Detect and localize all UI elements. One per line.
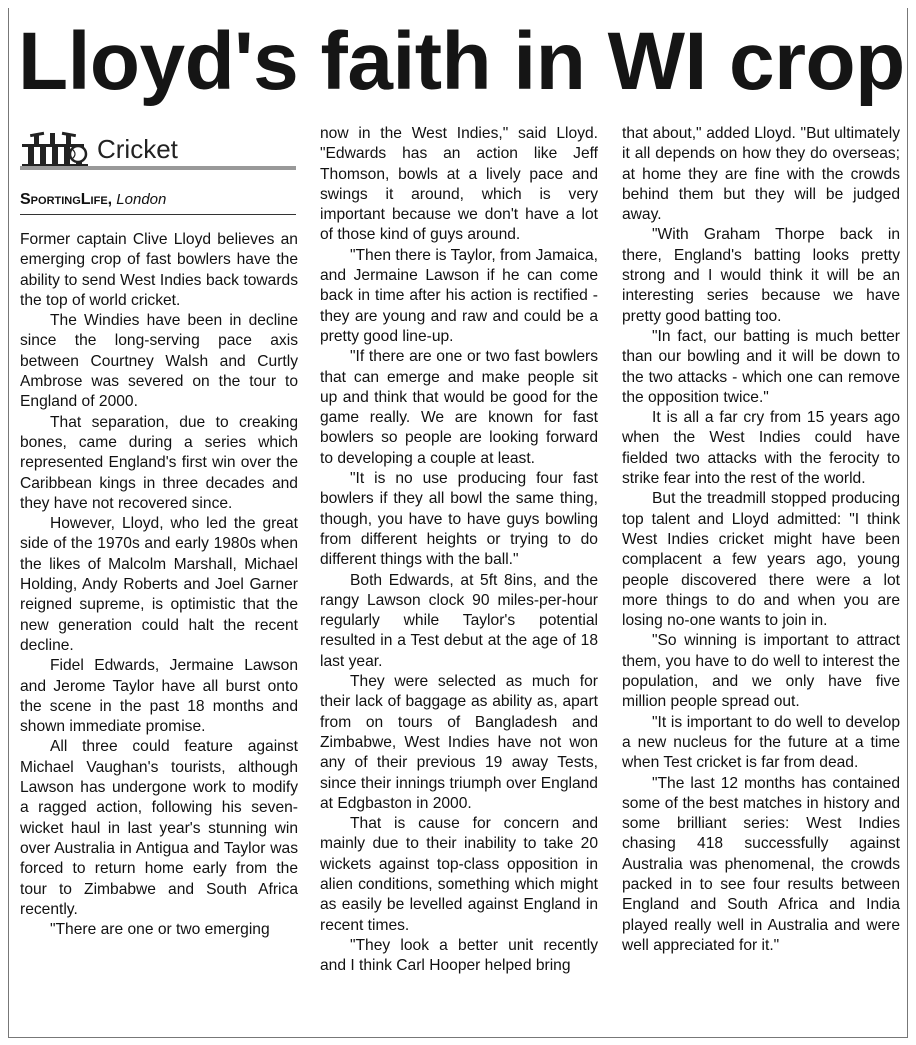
paragraph: that about," added Lloyd. "But ultimately it all depends on how they do overseas; at home they are fine with the crowds behind them but they will be judged away.: [622, 125, 900, 224]
paragraph: "In fact, our batting is much better than our bowling and it will be down to the two attacks - which one can remove the opposition twice.": [622, 327, 900, 406]
paragraph: "Then there is Taylor, from Jamaica, and Jermaine Lawson if he can come back in time after his action is rectified - they are young and raw and could be a pretty good line-up.: [320, 246, 598, 345]
page-border-bottom: [8, 1037, 908, 1038]
paragraph: However, Lloyd, who led the great side of the 1970s and early 1980s when the likes of Malcolm Marshall, Michael Holding, Andy Roberts and Joel Garner reigned supreme, is optimistic that the new generation could halt the recent decline.: [20, 515, 298, 654]
paragraph: Both Edwards, at 5ft 8ins, and the rangy Lawson clock 90 miles-per-hour regularly while Taylor's potential resulted in a Test debut at the age of 18 last year.: [320, 571, 598, 670]
article-column-1: [20, 230, 298, 940]
headline: Lloyd's faith in WI crop: [18, 16, 905, 107]
page-border-right: [907, 8, 908, 1038]
paragraph: But the treadmill stopped producing top talent and Lloyd admitted: "I think West Indies cricket might have been complacent a few years ago, young people discovered there were a lot more things to do and when you are losing no-one wants to join in.: [622, 490, 900, 630]
paragraph: "With Graham Thorpe back in there, England's batting looks pretty strong and I would think it will be an interesting series because we have pretty good batting too.: [622, 226, 900, 325]
cricket-stumps-icon: [20, 130, 94, 168]
section-rule: [20, 166, 296, 170]
page-border-left: [8, 8, 9, 1038]
paragraph: Former captain Clive Lloyd believes an emerging crop of fast bowlers have the ability to send West Indies back towards the top of world cricket.: [20, 231, 298, 309]
paragraph: They were selected as much for their lack of baggage as ability as, apart from on tours of Bangladesh and Zimbabwe, West Indies have not won any of their previous 19 away Tests, since their innings triumph over England at Edgbaston in 2000.: [320, 673, 598, 812]
paragraph: That separation, due to creaking bones, came during a series which represented England's first win over the Caribbean kings in three decades and they have not recovered since.: [20, 413, 298, 512]
paragraph: All three could feature against Michael Vaughan's tourists, although Lawson has undergone work to modify a ragged action, following his seven-wicket haul in last year's stunning win over Australia in Antigua and Taylor was forced to return home early from the tour to Zimbabwe and South Africa recently.: [20, 738, 298, 918]
paragraph: "There are one or two emerging: [50, 921, 270, 939]
section-header: [20, 126, 298, 170]
article-column-3: [622, 124, 900, 956]
paragraph: now in the West Indies," said Lloyd. "Edwards has an action like Jeff Thomson, bowls at a lively pace and swings it around, which is very important because we don't have a lot of those kind of guys around.: [320, 125, 598, 244]
article-column-2: [320, 124, 598, 976]
section-label: Cricket: [97, 134, 178, 164]
paragraph: "It is no use producing four fast bowlers if they all bowl the same thing, though, you have to have guys bowling from different heights or trying to do different things with the ball.": [320, 470, 598, 569]
paragraph: The Windies have been in decline since the long-serving pace axis between Courtney Walsh and Curtly Ambrose was severed on the tour to England of 2000.: [20, 312, 298, 411]
paragraph: "The last 12 months has contained some of the best matches in history and some brilliant series: West Indies chasing 418 successfully against Australia was phenomenal, the crowds packed in to see four results between England and South Africa and India played really well in Australia and were well appreciated for it.": [622, 774, 900, 954]
byline-source: SportingLife,: [20, 191, 113, 208]
byline: [20, 190, 298, 210]
paragraph: "So winning is important to attract them, you have to do well to interest the population, and we only have five million people spread out.: [622, 632, 900, 711]
paragraph: It is all a far cry from 15 years ago when the West Indies could have fielded two attacks with the ferocity to strike fear into the rest of the world.: [622, 409, 900, 488]
paragraph: Fidel Edwards, Jermaine Lawson and Jerome Taylor have all burst onto the scene in the past 18 months and shown immediate promise.: [20, 657, 298, 736]
byline-location: London: [116, 191, 167, 208]
paragraph: That is cause for concern and mainly due to their inability to take 20 wickets against top-class opposition in alien conditions, something which might as easily be levelled against England in recent times.: [320, 815, 598, 934]
paragraph: "If there are one or two fast bowlers that can emerge and make people sit up and think that would be good for the game really. We are known for fast bowlers so people are looking forward to developing a couple at least.: [320, 348, 598, 467]
paragraph: "It is important to do well to develop a new nucleus for the future at a time when Test cricket is far from dead.: [622, 713, 900, 772]
paragraph: "They look a better unit recently and I think Carl Hooper helped bring: [320, 936, 598, 975]
byline-rule: [20, 214, 296, 215]
